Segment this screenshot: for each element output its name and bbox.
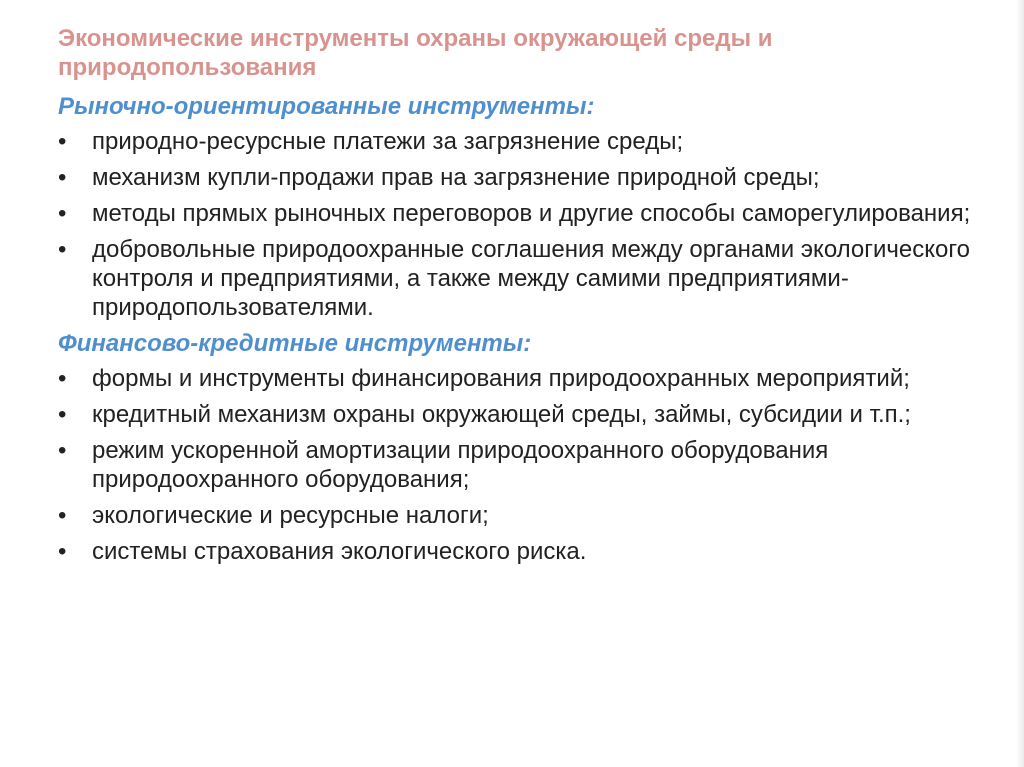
slide-content: [58, 92, 988, 573]
list-item: [58, 436, 988, 494]
bullet-icon: •: [58, 401, 67, 428]
list-item: [58, 127, 988, 156]
bullet-icon: •: [58, 236, 67, 263]
slide-title: Экономические инструменты охраны окружающей среды и природопользования: [58, 25, 773, 81]
list-item-text: формы и инструменты финансирования природоохранных мероприятий;: [92, 365, 910, 392]
list-item-text: режим ускоренной амортизации природоохранного оборудования природоохранного оборудования;: [92, 437, 829, 493]
list-item: [58, 163, 988, 192]
bullet-list-finance: [58, 364, 988, 566]
bullet-icon: •: [58, 502, 67, 529]
list-item-text: механизм купли-продажи прав на загрязнение природной среды;: [92, 164, 820, 191]
list-item: [58, 199, 988, 228]
bullet-icon: •: [58, 538, 67, 565]
bullet-list-market: [58, 127, 988, 322]
list-item-text: кредитный механизм охраны окружающей среды, займы, субсидии и т.п.;: [92, 401, 911, 428]
list-item-text: методы прямых рыночных переговоров и другие способы саморегулирования;: [92, 200, 971, 227]
list-item: [58, 364, 988, 393]
list-item: [58, 537, 988, 566]
slide-edge-shadow: [1016, 0, 1024, 767]
list-item: [58, 400, 988, 429]
bullet-icon: •: [58, 128, 67, 155]
list-item: [58, 501, 988, 530]
bullet-icon: •: [58, 365, 67, 392]
list-item-text: природно-ресурсные платежи за загрязнение среды;: [92, 128, 684, 155]
bullet-icon: •: [58, 200, 67, 227]
list-item-text: экологические и ресурсные налоги;: [92, 502, 489, 529]
list-item-text: системы страхования экологического риска.: [92, 538, 587, 565]
bullet-icon: •: [58, 437, 67, 464]
section-heading-finance: Финансово-кредитные инструменты:: [58, 330, 532, 357]
list-item: [58, 235, 988, 322]
bullet-icon: •: [58, 164, 67, 191]
section-heading-market: Рыночно-ориентированные инструменты:: [58, 93, 595, 120]
list-item-text: добровольные природоохранные соглашения между органами экологического контроля и предприятиями, а также между самими предприятиями- природопользователями.: [92, 236, 970, 321]
